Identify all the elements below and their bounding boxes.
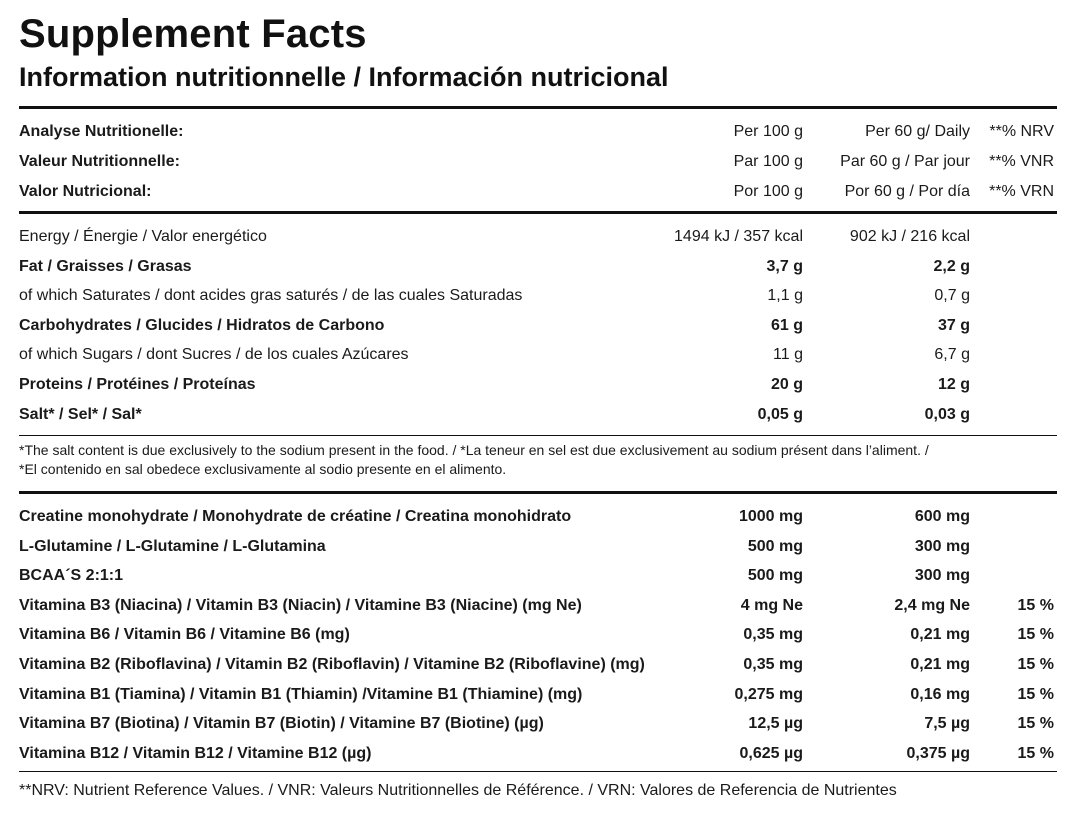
- ingredient-reference-percent: 15 %: [1017, 715, 1054, 733]
- header-value-per-100g: Per 100 g: [733, 123, 803, 140]
- ingredient-value-per-100g: 0,35 mg: [743, 626, 803, 644]
- ingredient-row: [19, 713, 1057, 735]
- ingredient-row: [19, 536, 1057, 558]
- nutrient-value-per-100g: 3,7 g: [766, 257, 803, 275]
- ingredient-reference-percent: 15 %: [1017, 596, 1054, 614]
- header-label: Valeur Nutritionnelle:: [19, 153, 180, 170]
- ingredient-label: Vitamina B6 / Vitamin B6 / Vitamine B6 (mg): [19, 626, 350, 644]
- header-row: [19, 181, 1057, 203]
- ingredient-value-per-100g: 12,5 µg: [748, 715, 803, 733]
- nutrient-label: Carbohydrates / Glucides / Hidratos de Carbono: [19, 316, 385, 334]
- ingredient-row: [19, 624, 1057, 646]
- divider: [19, 771, 1057, 772]
- nutrient-value-per-serving: 902 kJ / 216 kcal: [849, 228, 970, 245]
- nutrient-label: Salt* / Sel* / Sal*: [19, 405, 142, 423]
- salt-note-line-2: *El contenido en sal obedece exclusivamente al sodio presente en el alimento.: [19, 461, 507, 477]
- nutrient-value-per-100g: 1494 kJ / 357 kcal: [674, 228, 803, 245]
- nutrient-label: Fat / Graisses / Grasas: [19, 257, 192, 275]
- nutrient-value-per-serving: 6,7 g: [934, 346, 970, 364]
- ingredient-label: Vitamina B12 / Vitamin B12 / Vitamine B12 (µg): [19, 744, 372, 762]
- ingredient-row: [19, 743, 1057, 765]
- nutrient-label: Energy / Énergie / Valor energético: [19, 228, 267, 245]
- ingredient-value-per-serving: 0,21 mg: [910, 626, 970, 644]
- ingredient-reference-percent: 15 %: [1017, 685, 1054, 703]
- ingredient-row: [19, 684, 1057, 706]
- ingredient-value-per-serving: 0,16 mg: [910, 685, 970, 703]
- divider: [19, 211, 1057, 214]
- ingredient-value-per-100g: 0,35 mg: [743, 656, 803, 673]
- ingredient-label: BCAA´S 2:1:1: [19, 567, 124, 585]
- header-value-per-serving: Por 60 g / Por día: [844, 183, 970, 200]
- header-reference-percent: **% VRN: [989, 183, 1054, 200]
- ingredient-value-per-serving: 600 mg: [914, 508, 970, 525]
- ingredient-value-per-100g: 500 mg: [747, 567, 803, 585]
- ingredient-value-per-100g: 1000 mg: [738, 508, 803, 525]
- ingredient-row: [19, 565, 1057, 587]
- ingredient-label: Vitamina B2 (Riboflavina) / Vitamin B2 (Riboflavin) / Vitamine B2 (Riboflavine) (mg): [19, 656, 645, 673]
- ingredient-label: Vitamina B3 (Niacina) / Vitamin B3 (Niacin) / Vitamine B3 (Niacine) (mg Ne): [19, 596, 582, 614]
- nutrient-row: [19, 374, 1057, 396]
- header-label: Valor Nutricional:: [19, 183, 152, 200]
- nutrient-value-per-100g: 20 g: [770, 376, 803, 393]
- ingredient-reference-percent: 15 %: [1017, 626, 1054, 644]
- ingredient-reference-percent: 15 %: [1017, 656, 1054, 673]
- ingredient-row: [19, 654, 1057, 676]
- divider: [19, 435, 1057, 436]
- ingredient-label: L-Glutamine / L-Glutamine / L-Glutamina: [19, 537, 326, 555]
- salt-note-line-1: *The salt content is due exclusively to the sodium present in the food. / *La teneur en sel est due exclusivement au sodium présent dans l’aliment. /: [19, 442, 929, 458]
- ingredient-label: Vitamina B1 (Tiamina) / Vitamin B1 (Thiamin) /Vitamine B1 (Thiamine) (mg): [19, 685, 583, 703]
- ingredient-value-per-serving: 300 mg: [914, 537, 970, 555]
- nutrient-row: [19, 404, 1057, 426]
- ingredient-label: Creatine monohydrate / Monohydrate de créatine / Creatina monohidrato: [19, 508, 572, 525]
- nutrient-value-per-serving: 37 g: [937, 316, 970, 334]
- ingredient-value-per-100g: 500 mg: [747, 537, 803, 555]
- nutrient-value-per-100g: 61 g: [770, 316, 803, 334]
- ingredient-value-per-serving: 0,375 µg: [906, 744, 970, 762]
- ingredient-row: [19, 595, 1057, 617]
- header-value-per-serving: Par 60 g / Par jour: [840, 153, 970, 170]
- ingredient-value-per-serving: 0,21 mg: [910, 656, 970, 673]
- nutrient-value-per-100g: 1,1 g: [767, 287, 803, 305]
- nutrient-row: [19, 226, 1057, 248]
- ingredient-label: Vitamina B7 (Biotina) / Vitamin B7 (Biotin) / Vitamine B7 (Biotine) (µg): [19, 715, 544, 733]
- nutrient-value-per-100g: 11 g: [773, 346, 803, 364]
- nutrient-value-per-serving: 12 g: [937, 376, 970, 393]
- page-subtitle: Information nutritionnelle / Información nutricional: [19, 62, 669, 92]
- nutrient-value-per-100g: 0,05 g: [757, 405, 803, 423]
- nutrient-row: [19, 256, 1057, 278]
- ingredient-value-per-100g: 0,625 µg: [739, 744, 803, 762]
- ingredient-reference-percent: 15 %: [1017, 744, 1054, 762]
- divider: [19, 491, 1057, 494]
- nutrient-value-per-serving: 2,2 g: [933, 257, 970, 275]
- nutrient-value-per-serving: 0,03 g: [924, 405, 970, 423]
- ingredient-value-per-serving: 2,4 mg Ne: [894, 596, 970, 614]
- nutrient-label: of which Sugars / dont Sucres / de los cuales Azúcares: [19, 346, 409, 364]
- nutrient-label: of which Saturates / dont acides gras saturés / de las cuales Saturadas: [19, 287, 523, 305]
- header-reference-percent: **% VNR: [989, 153, 1054, 170]
- nutrient-row: [19, 285, 1057, 307]
- header-row: [19, 121, 1057, 143]
- ingredient-value-per-100g: 0,275 mg: [734, 685, 803, 703]
- header-label: Analyse Nutritionelle:: [19, 123, 184, 140]
- ingredient-value-per-serving: 300 mg: [914, 567, 970, 585]
- header-row: [19, 151, 1057, 173]
- header-reference-percent: **% NRV: [989, 123, 1054, 140]
- page-title: Supplement Facts: [19, 12, 367, 56]
- header-value-per-100g: Por 100 g: [733, 183, 803, 200]
- ingredient-row: [19, 506, 1057, 528]
- ingredient-value-per-serving: 7,5 µg: [924, 715, 970, 733]
- reference-values-legend: **NRV: Nutrient Reference Values. / VNR: Valeurs Nutritionnelles de Référence. / VRN: Valores de Referencia de Nutrientes: [19, 782, 897, 799]
- divider: [19, 106, 1057, 109]
- nutrient-value-per-serving: 0,7 g: [934, 287, 970, 305]
- nutrient-row: [19, 344, 1057, 366]
- header-value-per-100g: Par 100 g: [733, 153, 803, 170]
- ingredient-value-per-100g: 4 mg Ne: [740, 596, 803, 614]
- nutrient-row: [19, 315, 1057, 337]
- header-value-per-serving: Per 60 g/ Daily: [865, 123, 970, 140]
- nutrient-label: Proteins / Protéines / Proteínas: [19, 376, 256, 393]
